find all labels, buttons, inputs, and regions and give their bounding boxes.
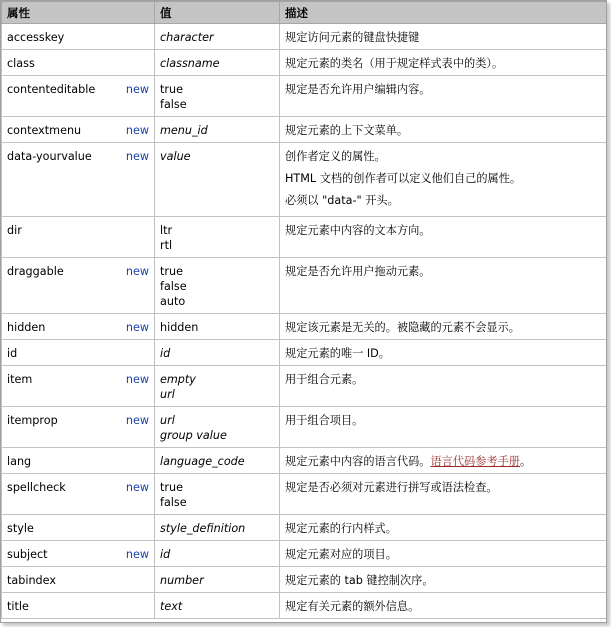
value-cell	[155, 541, 280, 567]
value-option: true	[160, 481, 183, 494]
table-row	[2, 50, 607, 76]
description-text	[285, 264, 601, 279]
description-line: 规定有关元素的额外信息。	[285, 600, 420, 613]
new-badge: new	[125, 124, 149, 137]
attribute-cell	[2, 448, 155, 474]
table-row	[2, 567, 607, 593]
attribute-cell	[2, 24, 155, 50]
attribute-cell	[2, 117, 155, 143]
value-option: text	[160, 600, 183, 613]
attribute-cell	[2, 143, 155, 217]
header-description: 描述	[280, 2, 607, 24]
new-badge: new	[125, 265, 149, 278]
description-cell	[280, 117, 607, 143]
description-cell	[280, 407, 607, 448]
new-badge: new	[125, 373, 149, 386]
attribute-name: spellcheck	[7, 481, 66, 494]
table-row	[2, 314, 607, 340]
value-cell	[155, 314, 280, 340]
table-row	[2, 258, 607, 314]
description-line: 规定访问元素的键盘快捷键	[285, 31, 420, 44]
attribute-name: style	[7, 522, 34, 535]
attribute-cell	[2, 593, 155, 619]
description-cell	[280, 593, 607, 619]
attribute-name: id	[7, 347, 18, 360]
description-line: 用于组合项目。	[285, 414, 364, 427]
attribute-cell	[2, 474, 155, 515]
description-cell	[280, 567, 607, 593]
description-line: 规定元素的类名（用于规定样式表中的类）。	[285, 57, 504, 70]
value-cell	[155, 474, 280, 515]
new-badge: new	[125, 321, 149, 334]
value-option: id	[160, 347, 171, 360]
description-text	[285, 149, 601, 164]
attribute-cell	[2, 76, 155, 117]
description-line: 规定元素的上下文菜单。	[285, 124, 409, 137]
description-line: 规定元素中内容的语言代码。	[285, 455, 431, 468]
description-line: 规定元素对应的项目。	[285, 548, 397, 561]
description-text	[285, 372, 601, 387]
description-text	[285, 573, 601, 588]
new-badge: new	[125, 414, 149, 427]
attribute-cell	[2, 50, 155, 76]
value-option: true	[160, 83, 183, 96]
description-text	[285, 454, 601, 469]
value-option: style_definition	[160, 522, 246, 535]
description-cell	[280, 76, 607, 117]
value-cell	[155, 593, 280, 619]
description-cell	[280, 217, 607, 258]
description-text	[285, 171, 601, 186]
attribute-name: subject	[7, 548, 48, 561]
attribute-name: contenteditable	[7, 83, 96, 96]
new-badge: new	[125, 150, 149, 163]
description-text	[285, 413, 601, 428]
table-row	[2, 217, 607, 258]
global-attributes-table	[1, 1, 607, 619]
language-code-reference-link[interactable]: 语言代码参考手册	[430, 455, 520, 468]
attribute-name: contextmenu	[7, 124, 82, 137]
value-option: ltr	[160, 224, 173, 237]
attribute-name: lang	[7, 455, 32, 468]
description-text	[285, 82, 601, 97]
description-text	[285, 320, 601, 335]
new-badge: new	[125, 548, 149, 561]
value-option: group value	[160, 429, 227, 442]
attribute-name: dir	[7, 224, 22, 237]
description-text	[285, 30, 601, 45]
description-line: 必须以 "data-" 开头。	[285, 194, 399, 207]
value-option: menu_id	[160, 124, 208, 137]
value-cell	[155, 117, 280, 143]
value-option: false	[160, 98, 187, 111]
value-option: auto	[160, 295, 186, 308]
description-line: 用于组合元素。	[285, 373, 364, 386]
value-cell	[155, 143, 280, 217]
value-cell	[155, 366, 280, 407]
attribute-name: item	[7, 373, 33, 386]
attribute-cell	[2, 366, 155, 407]
table-row	[2, 474, 607, 515]
header-value: 值	[155, 2, 280, 24]
description-cell	[280, 24, 607, 50]
new-badge: new	[125, 481, 149, 494]
description-cell	[280, 541, 607, 567]
attribute-name: itemprop	[7, 414, 58, 427]
description-cell	[280, 340, 607, 366]
description-cell	[280, 366, 607, 407]
value-option: false	[160, 280, 187, 293]
table-row	[2, 541, 607, 567]
value-option: number	[160, 574, 204, 587]
table-row	[2, 515, 607, 541]
description-line: HTML 文档的创作者可以定义他们自己的属性。	[285, 172, 522, 185]
attribute-name: accesskey	[7, 31, 65, 44]
value-option: classname	[160, 57, 220, 70]
new-badge: new	[125, 83, 149, 96]
attribute-name: title	[7, 600, 29, 613]
description-line: 规定是否必须对元素进行拼写或语法检查。	[285, 481, 498, 494]
table-row	[2, 117, 607, 143]
description-line: 规定元素的行内样式。	[285, 522, 397, 535]
description-line: 规定元素中内容的文本方向。	[285, 224, 431, 237]
value-cell	[155, 50, 280, 76]
table-row	[2, 76, 607, 117]
description-line: 创作者定义的属性。	[285, 150, 386, 163]
table-row	[2, 24, 607, 50]
attribute-cell	[2, 340, 155, 366]
value-cell	[155, 515, 280, 541]
value-option: true	[160, 265, 183, 278]
value-cell	[155, 407, 280, 448]
value-option: value	[160, 150, 191, 163]
attribute-cell	[2, 515, 155, 541]
description-cell	[280, 515, 607, 541]
description-cell	[280, 474, 607, 515]
table-row	[2, 366, 607, 407]
value-option: url	[160, 388, 175, 401]
value-cell	[155, 340, 280, 366]
value-cell	[155, 567, 280, 593]
table-body	[2, 24, 607, 619]
description-text	[285, 123, 601, 138]
table-header-row	[2, 2, 607, 24]
description-text	[285, 56, 601, 71]
description-cell	[280, 143, 607, 217]
table-row	[2, 407, 607, 448]
table-row	[2, 448, 607, 474]
description-line: 规定元素的唯一 ID。	[285, 347, 390, 360]
description-cell	[280, 50, 607, 76]
description-text	[285, 547, 601, 562]
description-punctuation: 。	[519, 455, 532, 468]
attribute-cell	[2, 567, 155, 593]
attribute-name: tabindex	[7, 574, 56, 587]
value-option: false	[160, 496, 187, 509]
value-option: language_code	[160, 455, 245, 468]
description-cell	[280, 448, 607, 474]
description-line: 规定该元素是无关的。被隐藏的元素不会显示。	[285, 321, 520, 334]
description-line: 规定是否允许用户拖动元素。	[285, 265, 431, 278]
value-option: url	[160, 414, 175, 427]
value-option: character	[160, 31, 214, 44]
attribute-cell	[2, 258, 155, 314]
value-cell	[155, 448, 280, 474]
description-text	[285, 193, 601, 208]
description-text	[285, 480, 601, 495]
value-option: empty	[160, 373, 196, 386]
attribute-name: class	[7, 57, 35, 70]
description-line: 规定是否允许用户编辑内容。	[285, 83, 431, 96]
attribute-cell	[2, 407, 155, 448]
value-cell	[155, 76, 280, 117]
table-row	[2, 593, 607, 619]
description-cell	[280, 258, 607, 314]
attribute-name: draggable	[7, 265, 64, 278]
value-option: id	[160, 548, 171, 561]
attribute-cell	[2, 541, 155, 567]
attribute-cell	[2, 217, 155, 258]
value-cell	[155, 258, 280, 314]
value-option: rtl	[160, 239, 173, 252]
description-text	[285, 346, 601, 361]
description-text	[285, 223, 601, 238]
value-cell	[155, 217, 280, 258]
description-cell	[280, 314, 607, 340]
attribute-name: hidden	[7, 321, 46, 334]
value-option: hidden	[160, 321, 199, 334]
description-line: 规定元素的 tab 键控制次序。	[285, 574, 434, 587]
attribute-cell	[2, 314, 155, 340]
table-row	[2, 340, 607, 366]
table-row	[2, 143, 607, 217]
description-text	[285, 521, 601, 536]
description-text	[285, 599, 601, 614]
value-cell	[155, 24, 280, 50]
attribute-name: data-yourvalue	[7, 150, 92, 163]
header-attribute: 属性	[2, 2, 155, 24]
